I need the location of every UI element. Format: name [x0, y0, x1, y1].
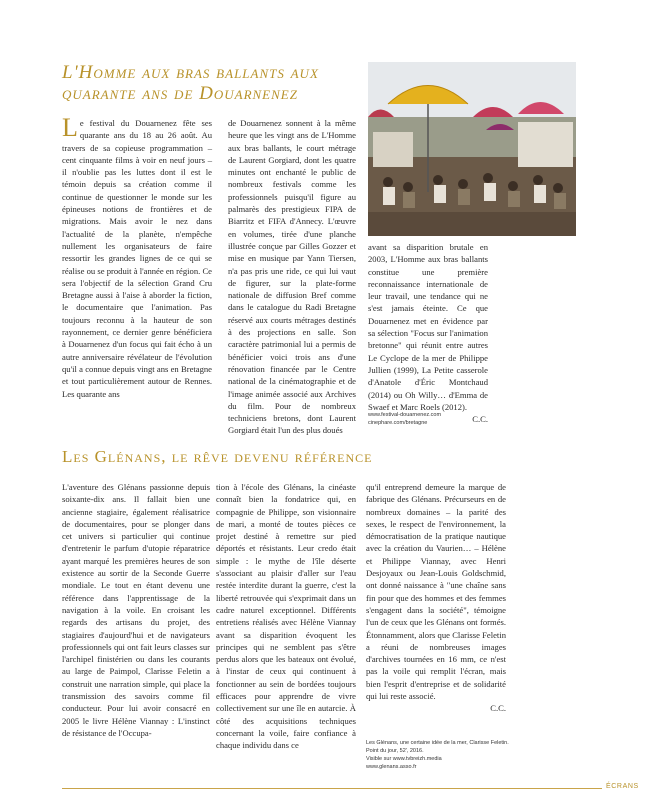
article2-column-3-text: qu'il entreprend demeure la marque de fabrique des Glénans. Précurseurs en de nombreux domaines – la parité des sexes, le respect de l'environnement, la démocratisation de la pratique nautique avec la création du Vaurien… – Hélène et Philippe Viannay, avec Henri Desjoyaux ou Jean-Louis Goldschmid, ont donné naissance à "une chaîne sans fin pour que des hommes et des femmes s'engagent dans la société", témoigne l'un de ceux que les Glénans ont formés. Étonnamment, alors que Clarisse Feletin a réuni de nombreuses images d'archives tournées en 16 mm, ce n'est pas la voile qui remplit l'écran, mais bien l'esprit d'entreprise et de solidarité qui lui reste associé. [366, 482, 506, 702]
article1-title: L'Homme aux bras ballants aux quarante ans de Douarnenez [62, 62, 319, 104]
article1-column-2: de Douarnenez sonnent à la même heure que les vingt ans de L'Homme aux bras ballants, le court métrage de Laurent Gorgiard, dont les quatre minutes ont enchanté le public de nombreux festivals comme les professionnels puisqu'il figure au palmarès des prestigieux FIPA de Biarritz et FIFA d'Annecy. L'œuvre en volumes, tirée d'une planche illustrée conçue par Gilles Gozzer et mise en musique par Yann Tiersen, n'a pas pris une ride, ce qui lui vaut de figurer, sur la plate-forme nationale de diffusion Bref comme dans le catalogue du Radi Bretagne réservé aux courts métrages destinés à des projections en salle. Son caractère patrimonial lui a permis de bénéficier voici trois ans d'une rénovation financée par le Centre national de la cinématographie et de l'image animée associé aux Archives du film. Pour de nombreux techniciens bretons, dont Laurent Gorgiard était l'un des plus doués [228, 118, 356, 436]
festival-photo [368, 62, 576, 236]
article2-column-1: L'aventure des Glénans passionne depuis soixante-dix ans. Il fallait bien une ancienne stagiaire, également réalisatrice de documentaires, pour se plonger dans cet univers si particulier qui continue d'entretenir le parfum d'utopie réparatrice ayant marqué les premières heures de son existence au sortir de la Seconde Guerre mondiale. Le tout en étant devenu une référence dans l'apprentissage de la navigation à la voile. En croisant les regards des artisans du projet, des stagiaires d'aujourd'hui et de navigateurs professionnels qui ont fait leurs classes sur l'archipel finistérien ou dans les courants au large de Paimpol, Clarisse Feletin a construit une narration simple, qui place la transmission des savoirs comme fil conducteur. Pour lui avoir consacré en 2005 le livre Hélène Viannay : L'instinct de résistance de l'Occupa- [62, 482, 210, 738]
article2-column-2: tion à l'école des Glénans, la cinéaste connaît bien la fondatrice qui, en compagnie de Philippe, son visionnaire de mari, a monté de toutes pièces ce projet destiné à remettre sur pied déportés et résistants. Leur credo était simple : le mythe de l'île déserte s'associant au plaisir d'aller sur l'eau restée interdite durant la guerre, c'est la liberté retrouvée qui s'exprimait dans un cadre naturel exceptionnel. Différents entretiens réalisés avec Hélène Viannay avant sa disparition évoquent les principes qui ne semblent pas s'être perdus alors que les bateaux ont évolué, à l'instar de ceux qui continuent à fonctionner au sein de bordées toujours efficaces pour apprendre de vivre collectivement sur une île en autarcie. À côté des acquisitions techniques concernant la voile, faire confiance à chaque individu dans ce [216, 482, 356, 751]
article1-links: www.festival-douarnenez.com cinephare.com/bretagne [368, 412, 442, 426]
article2-title: Les Glénans, le rêve devenu référence [62, 447, 373, 466]
article2-signature: C.C. [490, 703, 506, 714]
article1-column-1 [62, 113, 212, 400]
footer-rule [62, 788, 602, 789]
article2-column-3 [366, 481, 506, 715]
article1-column-1-text: e festival du Douarnenez fête ses quarante ans du 18 au 26 août. Au travers de sa copieuse programmation – cent cinquante films à voir en neuf jours – il n'oublie pas les luttes dont il est le témoin depuis sa création comme il continue de questionner le monde sur les épineuses notions de frontières et de migrations. Mais avoir le nez dans l'actualité de la planète, n'empêche nullement les organisateurs de faire ressortir les grandes lignes de ce qui se réalise ou se produit à l'année en région. Ce sera l'objectif de la sélection Grand Cru Bretagne aussi à l'aise à aborder la fiction, le documentaire que l'animation. Pas toujours reconnu à la hauteur de son rayonnement, ce dernier genre bénéficiera à Douarnenez d'un focus qui fait écho à un autre anniversaire révélateur de l'évolution qu'il a connue depuis vingt ans en Bretagne et tout particulièrement autour de Rennes. Les quarante ans [62, 118, 212, 399]
article1-column-3-text: avant sa disparition brutale en 2003, L'Homme aux bras ballants constitue une première reconnaissance internationale de leur travail, une tendance qui ne s'est jamais éteinte. Ce que Douarnenez met en évidence par sa sélection "Focus sur l'animation bretonne" qui réunit entre autres Le Cyclope de la mer de Philippe Jullien (1999), La Petite casserole d'Anatole d'Éric Montchaud (2014) ou Oh Willy… d'Emma de Swaef et Marc Roels (2012). [368, 242, 488, 412]
article2-credits: Les Glénans, une certaine idée de la mer, Clarisse Feletin. Point du jour, 52', 2016. Visible sur www.tvbreizh.media www.glenans.asso.fr [366, 740, 509, 770]
section-label: ÉCRANS [606, 783, 639, 790]
article1-column-3 [368, 241, 488, 425]
dropcap: L [62, 113, 78, 142]
article1-signature: C.C. [472, 414, 488, 425]
